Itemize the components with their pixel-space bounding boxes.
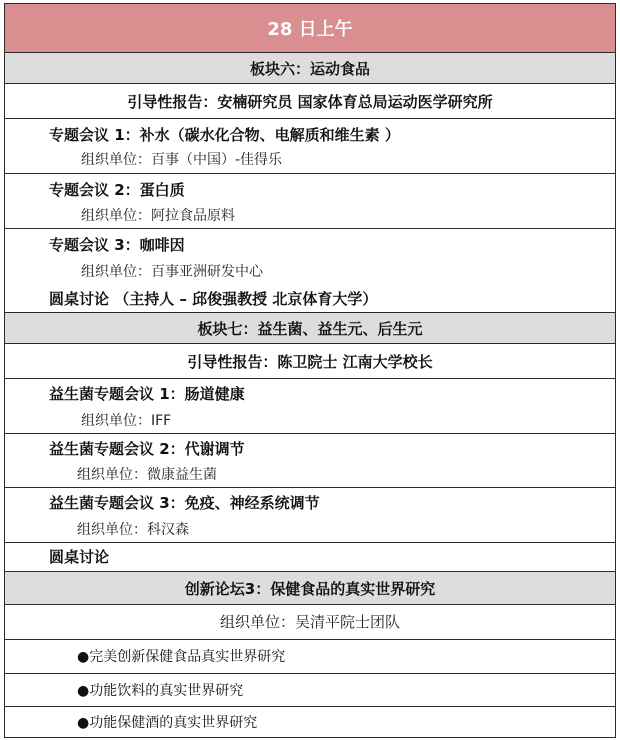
block6-session-1	[5, 119, 615, 174]
session-organizer: 组织单位：百事亚洲研发中心	[81, 264, 263, 280]
session-organizer: 组织单位：科汉森	[77, 522, 189, 538]
session-title: 益生菌专题会议 1：肠道健康	[49, 385, 245, 403]
forum3-organizer: 组织单位：吴清平院士团队	[219, 613, 400, 631]
session-title: 专题会议 1：补水（碳水化合物、电解质和维生素 ）	[49, 126, 400, 144]
block6-session-3	[5, 229, 615, 313]
session-organizer: 组织单位：微康益生菌	[77, 467, 217, 483]
block6-title: 板块六：运动食品	[249, 59, 370, 78]
block6-session-2	[5, 174, 615, 229]
session-organizer: 组织单位：IFF	[81, 413, 172, 429]
block7-session-3	[5, 488, 615, 543]
session-title: 益生菌专题会议 3：免疫、神经系统调节	[49, 494, 320, 512]
block6-header	[5, 53, 615, 84]
topic-item: ●功能保健酒的真实世界研究	[77, 715, 258, 731]
block7-title: 板块七：益生菌、益生元、后生元	[197, 319, 423, 338]
session-title: 专题会议 2：蛋白质	[49, 181, 185, 199]
block7-roundtable-row	[5, 543, 615, 572]
block6-keynote-row	[5, 84, 615, 119]
topic-item: ●完美创新保健食品真实世界研究	[77, 649, 286, 665]
topic-item: ●功能饮料的真实世界研究	[77, 683, 244, 699]
forum3-title: 创新论坛3：保健食品的真实世界研究	[184, 579, 436, 598]
agenda-header	[5, 4, 615, 53]
session-organizer: 组织单位：阿拉食品原料	[81, 208, 235, 224]
block6-roundtable: 圆桌讨论 （主持人 – 邱俊强教授 北京体育大学）	[49, 290, 378, 308]
forum3-topic-3	[5, 707, 615, 739]
session-title: 益生菌专题会议 2：代谢调节	[49, 440, 245, 458]
block7-roundtable: 圆桌讨论	[49, 548, 110, 566]
forum3-header	[5, 572, 615, 605]
block7-keynote-row	[5, 344, 615, 379]
agenda-table	[4, 3, 616, 738]
agenda-title: 28 日上午	[267, 19, 353, 40]
block7-session-1	[5, 379, 615, 434]
forum3-topic-1	[5, 640, 615, 674]
forum3-org-row	[5, 605, 615, 640]
block7-keynote: 引导性报告：陈卫院士 江南大学校长	[187, 352, 433, 371]
block7-session-2	[5, 434, 615, 488]
session-organizer: 组织单位：百事（中国）-佳得乐	[81, 152, 283, 168]
forum3-topic-2	[5, 674, 615, 707]
session-title: 专题会议 3：咖啡因	[49, 236, 185, 254]
block7-header	[5, 313, 615, 344]
block6-keynote: 引导性报告：安楠研究员 国家体育总局运动医学研究所	[127, 92, 493, 111]
